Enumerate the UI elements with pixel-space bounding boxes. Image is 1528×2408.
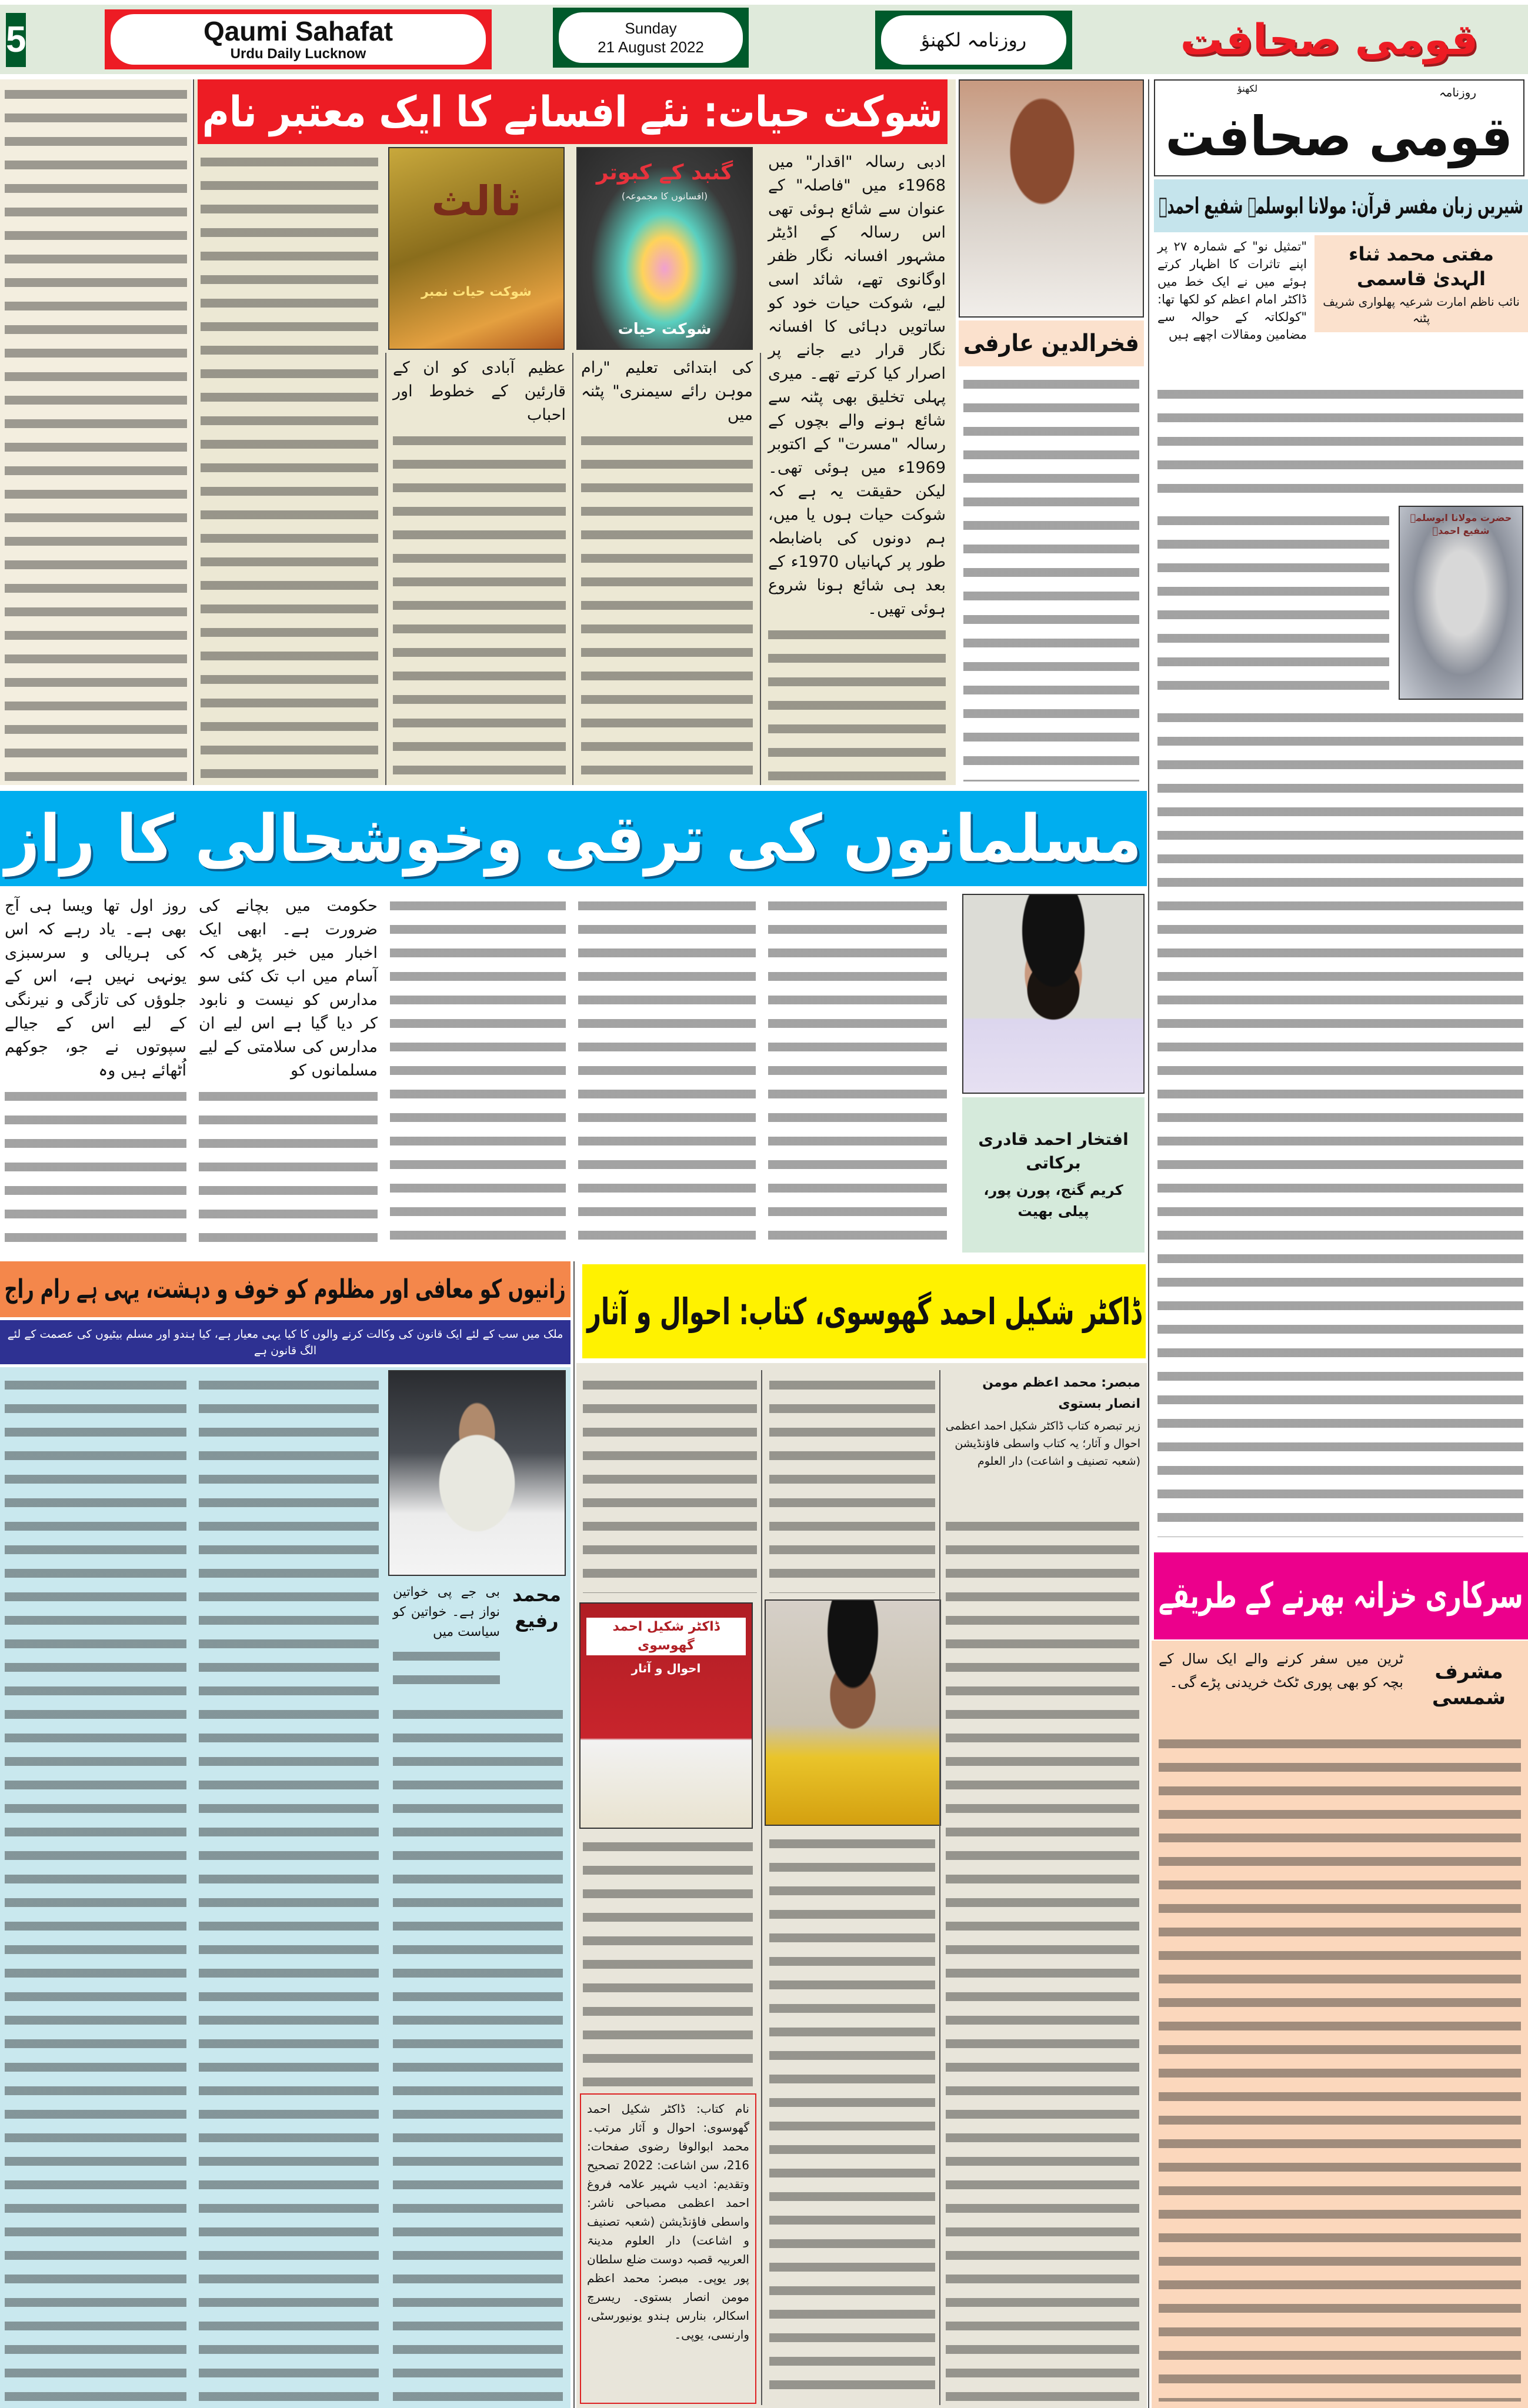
shaukat-byline: فخرالدین عارفی (963, 330, 1139, 357)
column-divider (939, 1370, 940, 2405)
column-divider (572, 353, 573, 785)
muslims-text-2: حکومت میں بچانے کی ضرورت ہے۔ ابھی ایک اخبار میں خبر پڑھی کہ آسام میں اب تک کئی سو مدارس کو نیست و نابود کر دیا گیا ہے اس لیے ان مدارس کی سلامتی کے لیے مسلمانوں کو (199, 897, 378, 1080)
text-lines (390, 894, 566, 1249)
date-box (553, 8, 749, 68)
text-lines (5, 1374, 186, 2402)
shakeel-headline: ڈاکٹر شکیل احمد گھوسوی، کتاب: احوال و آثار (586, 1290, 1142, 1333)
text-lines (393, 1645, 500, 1693)
shaukat-headline-box (198, 79, 948, 144)
zaniyon-headline: زانیوں کو معافی اور مظلوم کو خوف و دہشت، یہی ہے رام راج (4, 1274, 566, 1304)
text-lines (581, 429, 753, 781)
shakeel-reviewer: مبصر: محمد اعظم مومن انصار بستوی (982, 1375, 1140, 1411)
shaukat-column-4 (196, 147, 383, 785)
maulana-headline-box (1154, 179, 1528, 232)
column-divider (760, 353, 761, 785)
date-label: 21 August 2022 (598, 38, 704, 56)
day-label: Sunday (625, 19, 677, 37)
text-lines (393, 429, 566, 781)
muslims-location: کریم گنج، پورن پور، پیلی بھیت (983, 1182, 1123, 1220)
text-lines (769, 1832, 935, 2402)
text-lines (946, 1515, 1139, 2402)
english-title: Qaumi Sahafat (203, 16, 393, 46)
muslims-column-3 (385, 891, 571, 1253)
maulana-column-lead (1153, 235, 1312, 376)
zaniyon-headline-box (0, 1261, 571, 1317)
column-divider (1148, 79, 1149, 2408)
maulana-lead: "تمثیل نو" کے شمارہ ۲۷ پر اپنے تاثرات کا اظہار کرتے ہوئے میں نے ایک خط میں ڈاکٹر امام اعظم کو لکھا تھا: "کولکاتہ کے حوالہ سے مضامین ومقالات اچھے ہیں (1157, 239, 1307, 342)
urdu-roznama-label: روزنامہ لکھنؤ (920, 29, 1027, 51)
muslims-column-4 (573, 891, 760, 1253)
cover1-caption: شوکت حیات نمبر (421, 285, 532, 299)
zaniyon-subhead-box (0, 1320, 571, 1364)
shakeel-column-3 (941, 1511, 1144, 2405)
sarkari-column-body (1154, 1729, 1526, 2405)
muslims-text-1: روز اول تھا ویسا ہی آج بھی ہے۔ یاد رہے کہ اس کی ہریالی و سرسبزی یونہی نہیں ہے، اس کے جلوؤں کی تازگی و نیرنگی کے لیے اس کے جیالے سپوتوں نے جو، جوکھم اُٹھائے ہیں وہ (5, 897, 186, 1080)
shaukat-text-b: کی ابتدائی تعلیم "رام موہن رائے سیمنری" پٹنہ میں (581, 359, 753, 424)
muslims-column-5 (763, 891, 952, 1253)
muslims-author: افتخار احمد قادری برکاتی (978, 1130, 1129, 1173)
masthead-city: لکھنؤ (1237, 83, 1258, 94)
maulana-byline-box (1315, 235, 1528, 332)
text-lines (199, 1374, 379, 2402)
muslims-headline: مسلمانوں کی ترقی وخوشحالی کا راز (5, 801, 1142, 876)
text-lines (5, 1085, 186, 1249)
shaukat-column-3 (388, 353, 571, 785)
sarkari-column-lead (1154, 1644, 1408, 1726)
shaukat-text-a: عظیم آبادی کو ان کے قارئین کے خطوط اور احباب (393, 359, 566, 424)
cover2-subtitle: (افسانوں کا مجموعہ) (621, 191, 708, 202)
zaniyon-subhead: ملک میں سب کے لئے ایک قانون کی وکالت کرنے والوں کا کیا یہی معیار ہے، کیا ہندو اور مسلم بیٹیوں کی عصمت کے لئے الگ قانون ہے (7, 1327, 563, 1357)
zaniyon-column-2 (194, 1370, 383, 2405)
masthead-roznama: روزنامہ (1439, 85, 1476, 99)
text-lines (768, 894, 947, 1249)
text-lines (768, 623, 946, 781)
english-title-box (105, 9, 492, 69)
muslims-column-2 (194, 891, 382, 1253)
shakeel-lead: زیر تبصرہ کتاب ڈاکٹر شکیل احمد اعظمی احوال و آثار؛ یہ کتاب واسطی فاؤنڈیشن (شعبہ تصنیف و اشاعت) دار العلوم (945, 1420, 1140, 1468)
column-divider (385, 353, 386, 785)
sarkari-headline-box (1154, 1552, 1528, 1639)
maulana-column-body-3 (1153, 703, 1528, 1541)
mohammad-rafi-photo (388, 1370, 566, 1576)
fakhruddin-photo (959, 79, 1144, 318)
logo-box (1165, 7, 1494, 72)
shakeel-column-4 (765, 1829, 940, 2405)
cover2-title: گنبد کے کبوتر (596, 161, 733, 185)
column-divider (761, 1370, 762, 2405)
page-number: 5 (6, 13, 26, 67)
column-divider (193, 79, 194, 785)
text-lines (393, 1703, 563, 2402)
shakeel-headline-box (582, 1264, 1146, 1358)
masthead-title: قومی صحافت (1165, 105, 1513, 168)
zaniyon-byline: محمد رفیع (512, 1584, 561, 1632)
shakeel-book-info-box: نام کتاب: ڈاکٹر شکیل احمد گھوسوی: احوال و آثار مرتب۔ محمد ابوالوفا رضوی صفحات: 216، سن اشاعت: 2022 تصحیح وتقدیم: ادیب شہیر علامہ فروغ احمد اعظمی مصباحی ناشر: واسطی فاؤنڈیشن (شعبہ تصنیف و اشاعت) دار العلوم مدینۃ العربیہ قصبہ دوست ضلع سلطان پور یوپی۔ مبصر: محمد اعظم مومن انصار بستوی۔ ریسرچ اسکالر، بنارس ہندو یونیورسٹی، وارنسی، یوپی۔ (580, 2093, 756, 2404)
english-subtitle: Urdu Daily Lucknow (230, 46, 366, 62)
shakeel-column-5 (578, 1832, 758, 2090)
zaniyon-column-3 (0, 1370, 191, 2405)
maulana-byline-title: نائب ناظم امارت شرعیہ پھلواری شریف پٹنہ (1323, 294, 1520, 325)
text-lines (1157, 383, 1523, 499)
book-cover-gumbad (576, 147, 753, 350)
sarkari-byline: مشرف شمسی (1432, 1660, 1506, 1709)
maulana-byline: مفتی محمد ثناء الہدیٰ قاسمی (1349, 242, 1494, 290)
shaukat-byline-box (959, 320, 1144, 366)
text-lines (199, 1085, 378, 1249)
muslims-headline-box (0, 791, 1147, 886)
text-lines (769, 1374, 935, 1593)
zaniyon-lead: بی جے پی خواتین نواز ہے۔ خواتین کو سیاست میں (393, 1585, 500, 1639)
zaniyon-column-lead (388, 1579, 505, 1696)
magazine-cover-salis (388, 147, 565, 350)
shakeel-cover-text (586, 1618, 746, 1676)
shakeel-column-2 (578, 1370, 762, 1597)
page-header (0, 5, 1528, 74)
shakeel-book-cover (579, 1602, 753, 1829)
urdu-roznama-box (875, 11, 1072, 69)
shaukat-column-5 (959, 369, 1144, 785)
maulana-headline: شیریں زبان مفسر قرآن: مولانا ابوسلمہ شفیع احمدؒ (1159, 193, 1523, 219)
text-lines (963, 373, 1139, 781)
iftikhar-photo (962, 894, 1145, 1094)
text-lines (1159, 1732, 1521, 2402)
masthead-title-box (1161, 101, 1517, 173)
maulana-photo (1399, 506, 1523, 700)
cover2-author: شوکت حیات (618, 320, 712, 338)
text-lines (583, 1374, 757, 1593)
shaukat-text: ادبی رسالہ "اقدار" میں 1968ء میں "فاصلہ" کے عنوان سے شائع ہوئی تھی اس رسالہ کے اڈیٹر مشہور افسانہ نگار ظفر اوگانوی تھے، شائد اسی لیے، شوکت حیات خود کو ساتویں دہائی کا افسانہ نگار قرار دیے جانے پر اصرار کیا کرتے تھے۔ میری پہلی تخلیق بھی پٹنہ سے شائع ہونے والے بچوں کے رسالہ "مسرت" کے اکتوبر 1969ء میں ہوئی تھی۔ لیکن حقیقت یہ ہے کہ شوکت حیات ہوں یا میں، ہم دونوں کی باضابطہ طور پر کہانیاں 1970ء کے بعد ہی شائع ہونا شروع ہوئی تھیں۔ (768, 153, 946, 618)
shaukat-column-2 (576, 353, 758, 785)
zaniyon-column-1 (388, 1699, 568, 2405)
shaukat-headline: شوکت حیات: نئے افسانے کا ایک معتبر نام (202, 87, 943, 136)
cover1-title: ثالث (431, 177, 522, 225)
text-lines (578, 894, 756, 1249)
left-news-column (0, 79, 192, 785)
shakeel-cover-title: ڈاکٹر شکیل احمد گھوسوی (586, 1618, 746, 1655)
text-lines (583, 1835, 753, 2087)
maulana-photo-caption: حضرت مولانا ابوسلمہ شفیع احمدؒ (1410, 512, 1512, 536)
shakeel-cover-subtitle: احوال و آثار (631, 1661, 701, 1675)
masthead-box (1154, 79, 1524, 176)
shakeel-graduate-photo (765, 1599, 941, 1826)
sarkari-headline: سرکاری خزانہ بھرنے کے طریقے (1159, 1575, 1523, 1617)
text-lines (201, 151, 378, 781)
text-lines (5, 83, 187, 781)
muslims-column-1 (0, 891, 191, 1253)
text-lines (1157, 509, 1389, 696)
logo-text: قومی صحافت (1180, 15, 1479, 64)
shakeel-reviewer-box (941, 1370, 1144, 1508)
sarkari-lead: ٹرین میں سفر کرنے والے ایک سال کے بچہ کو بھی پوری ٹکٹ خریدنی پڑے گی۔ (1159, 1651, 1403, 1691)
iftikhar-caption (962, 1097, 1145, 1253)
shaukat-column-1 (763, 147, 950, 785)
maulana-column-body (1153, 379, 1528, 503)
text-lines (1157, 706, 1523, 1537)
maulana-column-body-2 (1153, 506, 1394, 700)
shakeel-column-1 (765, 1370, 940, 1597)
column-divider (573, 1261, 575, 2408)
